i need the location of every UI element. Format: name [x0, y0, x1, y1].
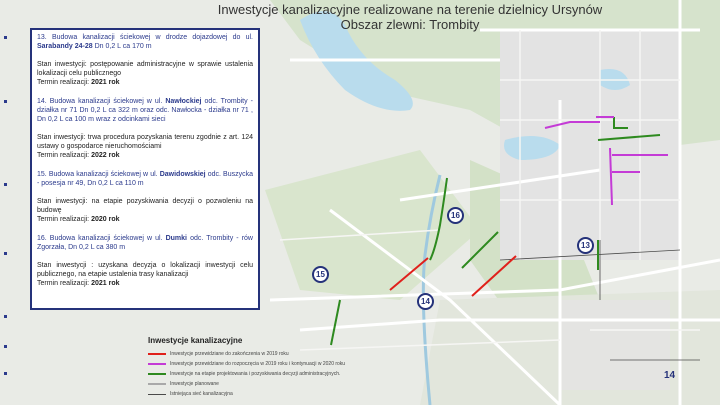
- investment-item-15: [37, 170, 253, 224]
- investment-item-16: [37, 234, 253, 288]
- investment-title: 14. Budowa kanalizacji ściekowej w ul. Nawłockiej odc. Trombity - działka nr 71 Dn 0,2 L ca 322 m oraz odc. Nawłocka - działka nr 71 , Dn 0,2 L ca 100 m wraz z odcinkami sieci: [37, 98, 253, 123]
- legend-label: Inwestycje na etapie projektowania i pozyskiwania decyzji administracyjnych.: [170, 371, 341, 377]
- investment-status: Stan inwestycji : uzyskana decyzja o lokalizacji inwestycji celu publicznego, na etapie ustalenia trasy kanalizacji: [37, 262, 253, 278]
- legend-label: Istniejąca sieć kanalizacyjna: [170, 391, 233, 397]
- investment-item-13: [37, 33, 253, 87]
- bullet: [4, 315, 7, 318]
- legend-swatch: [148, 373, 166, 375]
- page-title: Inwestycje kanalizacyjne realizowane na terenie dzielnicy Ursynów: [217, 2, 603, 17]
- page-number: 14: [664, 370, 676, 381]
- built-area: [560, 300, 670, 390]
- map-marker-13[interactable]: 13: [577, 237, 594, 254]
- title-block: [200, 2, 620, 32]
- investment-info-panel: [30, 28, 260, 310]
- map-legend: [148, 336, 408, 399]
- map-marker-14[interactable]: 14: [417, 293, 434, 310]
- bullet: [4, 36, 7, 39]
- legend-swatch: [148, 363, 166, 365]
- investment-term: Termin realizacji: 2022 rok: [37, 152, 120, 159]
- legend-label: Inwestycje przewidziane do rozpoczęcia w 2019 roku i kontynuacji w 2020 roku: [170, 361, 346, 367]
- legend-label: Inwestycje planowane: [170, 381, 219, 387]
- investment-item-14: [37, 97, 253, 160]
- bullet: [4, 345, 7, 348]
- bullet: [4, 372, 7, 375]
- investment-status: Stan inwestycji: trwa procedura pozyskania terenu zgodnie z art. 124 ustawy o gospodarce nieruchomościami: [37, 134, 253, 150]
- investment-title: 16. Budowa kanalizacji ściekowej w ul. Dumki odc. Trombity - rów Zgorzała, Dn 0,2 L ca 380 m: [37, 235, 253, 251]
- legend-entry: [148, 359, 408, 369]
- map-marker-16[interactable]: 16: [447, 207, 464, 224]
- legend-label: Inwestycje przewidziane do zakończenia w 2019 roku: [170, 351, 289, 357]
- investment-status: Stan inwestycji: postępowanie administracyjne w sprawie ustalenia lokalizacji celu publicznego: [37, 61, 253, 77]
- bullet: [4, 100, 7, 103]
- investment-term: Termin realizacji: 2020 rok: [37, 216, 120, 223]
- investment-title: 15. Budowa kanalizacji ściekowej w ul. Dawidowskiej odc. Buszycka - posesja nr 49, Dn 0,2 L ca 110 m: [37, 171, 253, 187]
- page-subtitle: Obszar zlewni: Trombity: [340, 17, 480, 32]
- legend-entry: [148, 369, 408, 379]
- legend-entry: [148, 389, 408, 399]
- legend-entry: [148, 349, 408, 359]
- investment-term: Termin realizacji: 2021 rok: [37, 280, 120, 287]
- legend-swatch: [148, 383, 166, 385]
- investment-status: Stan inwestycji: na etapie pozyskiwania decyzji o pozwoleniu na budowę: [37, 198, 253, 214]
- legend-entry: [148, 379, 408, 389]
- bullet: [4, 252, 7, 255]
- map-marker-15[interactable]: 15: [312, 266, 329, 283]
- investment-title: 13. Budowa kanalizacji ściekowej w drodze dojazdowej do ul. Sarabandy 24-28 Dn 0,2 L ca 170 m: [37, 34, 253, 50]
- legend-swatch: [148, 353, 166, 355]
- bullet: [4, 183, 7, 186]
- legend-title: Inwestycje kanalizacyjne: [148, 336, 243, 345]
- investment-term: Termin realizacji: 2021 rok: [37, 79, 120, 86]
- legend-swatch: [148, 394, 166, 395]
